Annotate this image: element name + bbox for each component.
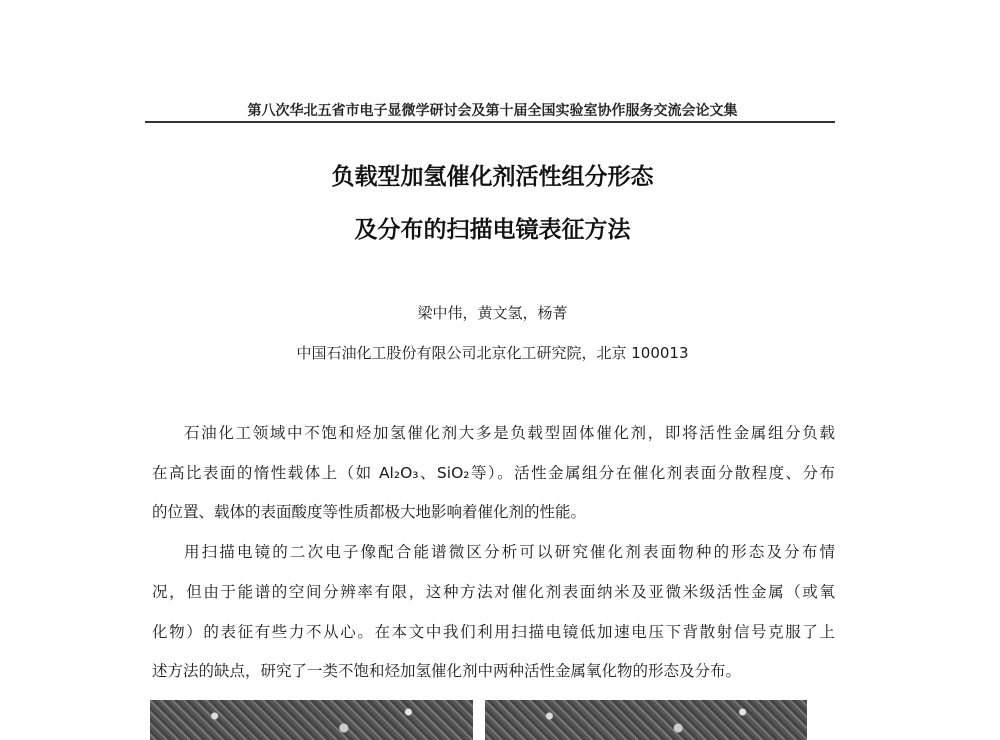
paragraph-1-line: 的位置、载体的表面酸度等性质都极大地影响着催化剂的性能。 (152, 503, 587, 521)
sem-image-left (150, 700, 473, 740)
paragraph-2-line: 化物）的表征有些力不从心。在本文中我们利用扫描电镜低加速电压下背散射信号克服了上 (152, 623, 835, 641)
paragraph-2-line: 述方法的缺点，研究了一类不饱和烃加氢催化剂中两种活性金属氧化物的形态及分布。 (152, 662, 742, 680)
authors: 梁中伟，黄文氢，杨菁 (417, 304, 568, 322)
affiliation: 中国石油化工股份有限公司北京化工研究院，北京 100013 (296, 344, 689, 362)
sem-image-right (485, 700, 807, 740)
proceedings-header: 第八次华北五省市电子显微学研讨会及第十届全国实验室协作服务交流会论文集 (247, 103, 738, 119)
paragraph-2-line: 况，但由于能谱的空间分辨率有限，这种方法对催化剂表面纳米及亚微米级活性金属（或氧 (152, 583, 835, 601)
paragraph-1-line: 在高比表面的惰性载体上（如 Al₂O₃、SiO₂等）。活性金属组分在催化剂表面分散程度、分布 (152, 464, 835, 482)
paragraph-1-line: 石油化工领域中不饱和烃加氢催化剂大多是负载型固体催化剂，即将活性金属组分负载 (184, 424, 835, 442)
paper-title-line-1: 负载型加氢催化剂活性组分形态 (331, 164, 654, 190)
paragraph-2-line: 用扫描电镜的二次电子像配合能谱微区分析可以研究催化剂表面物种的形态及分布情 (184, 543, 835, 561)
header-rule (145, 121, 835, 123)
paper-title-line-2: 及分布的扫描电镜表征方法 (354, 217, 631, 243)
